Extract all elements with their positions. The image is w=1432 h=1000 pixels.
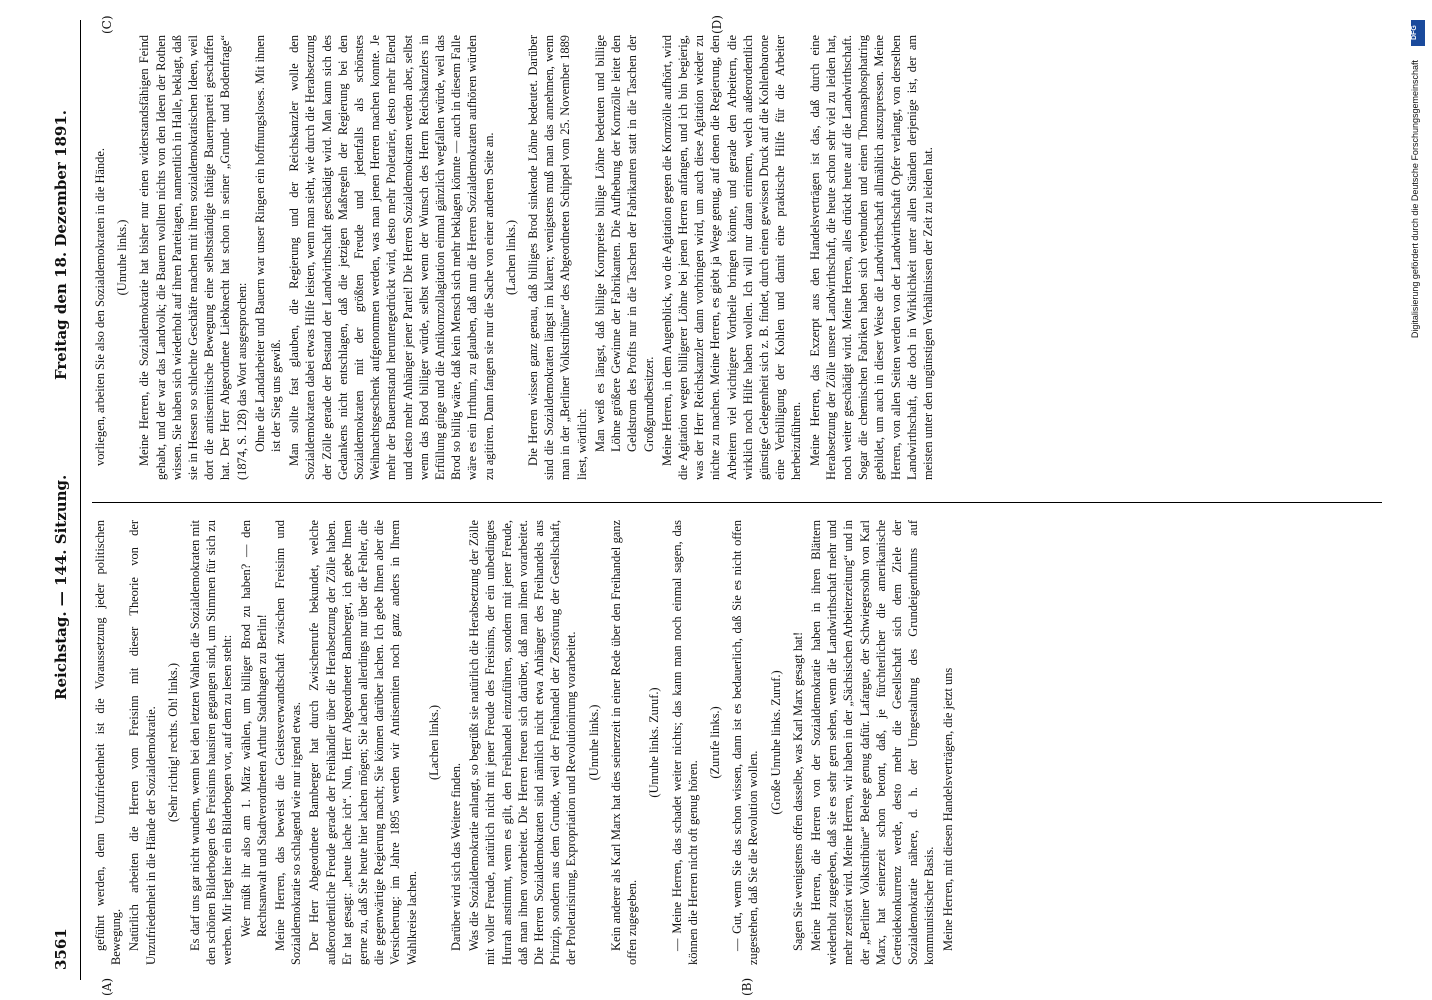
paragraph: Meine Herren, die Herren von der Sozialdemokratie haben in ihren Blättern wiederholt zugegeben, daß sie es sehr gern sehen, wenn die Landwirthschaft mehr und mehr zerstört wird. Meine Herren, wir haben in der „Sächsischen Arbeiterzeitung“ und in der „Berliner Volkstribüne“ Belege genug dafür. Lafargue, der Schwiegersohn von Karl Marx, hat seinerzeit schon betont, daß, je fürchterlicher die amerikanische Getreidekonkurrenz werde, desto mehr die Gesellschaft sich dem Ziele der Sozialdemokratie nähere, d. h. der Umgestaltung des Grundeigenthums auf kommunistischer Basis. (808, 520, 937, 965)
interjection: (Unruhe links.) (115, 219, 130, 296)
interjection: (Unruhe links.) (586, 704, 601, 781)
session-title: Reichstag. — 144. Sitzung. (52, 474, 70, 700)
paragraph: geführt werden, denn Unzufriedenheit ist die Voraussetzung jeder politischen Bewegung. (93, 520, 124, 965)
session-date: Freitag den 18. Dezember 1891. (52, 110, 70, 380)
quotation: Wer müßt ihr also am 1. März wählen, um billiger Brod zu haben? — den Rechtsanwalt und Stadtverordneten Arthur Stadthagen zu Berlin! (238, 520, 269, 937)
interjection: (Zurufe links.) (707, 706, 722, 779)
dfg-credit (1410, 20, 1426, 980)
paragraph: Meine Herren, die Sozialdemokratie hat bisher nur einen widerstandsfähigen Feind gehabt, und der war das Landvolk; die Bauern wollten nichts von den Ideen der Rothen wissen. Sie haben sich wiederholt auf ihren Parteitagen, namentlich in Halle, beklagt, daß sie in Hessen so schlechte Geschäfte machen mit ihren sozialdemokratischen Ideen, weil dort die antisemitische Bewegung eine selbstständige thätige Bauernpartei geschaffen hat. Der Herr Abgeordnete Liebknecht hat schon in seiner „Grund- und Bodenfrage“ (1874, S. 128) das Wort ausgesprochen: (137, 35, 249, 480)
paragraph: vorliegen, arbeiten Sie also den Sozialdemokraten in die Hände. (93, 148, 107, 466)
text-column-left (92, 520, 1382, 965)
text-column-right (92, 35, 1382, 480)
paragraph: Kein anderer als Karl Marx hat dies seinerzeit in einer Rede über den Freihandel ganz offen zugegeben. (608, 520, 640, 965)
interjection: (Große Unruhe links. Zuruf.) (768, 670, 783, 815)
paragraph: Darüber wird sich das Weitere finden. (449, 762, 464, 951)
paragraph: Der Herr Abgeordnete Bamberger hat durch Zwischenrufe bekundet, welche außerordentliche Freude gerade der Freihändler über die Herabsetzung der Zölle haben. Er hat gesagt: „heute lache ich“. Nun, Herr Abgeordneter Bamberger, ich gebe Ihnen gerne zu, daß Sie heute hier lachen mögen; Sie lachen allerdings nur über die Fehler, die die gegenwärtige Regierung macht; Sie können darüber lachen. Ich gebe Ihnen aber die Versicherung: im Jahre 1895 werden wir Antisemiten noch ganz anders in Ihrem Wahlkreise lachen. (307, 520, 419, 965)
paragraph: Meine Herren, mit diesen Handelsverträgen, die jetzt uns (940, 667, 955, 951)
paragraph: — Gut, wenn Sie das schon wissen, dann ist es bedauerlich, daß Sie es nicht offen zugestehen, daß Sie die Revolution wollen. (730, 520, 761, 965)
interjection: (Sehr richtig! rechts. Oh! links.) (165, 663, 180, 822)
paragraph: Man sollte fast glauben, die Regierung und der Reichskanzler wolle den Sozialdemokraten dabei etwas Hilfe leisten, wenn man sieht, wie durch die Herabsetzung der Zölle gerade der Bestand der Landwirthschaft geschädigt wird. Man kann sich des Gedankens nicht entschlagen, daß die jetzigen Maßregeln der Regierung bei den Sozialdemokraten mit der größten Freude und jedenfalls als schönstes Weihnachtsgeschenk aufgenommen werden, was man jenen Herren machen konnte. Je mehr der Bauernstand heruntergedrückt wird, desto mehr Proletarier, desto mehr Elend und desto mehr Anhänger jener Partei! Die Herren Sozialdemokraten werden aber, selbst wenn das Brod billiger würde, selbst wenn der Wunsch des Herrn Reichskanzlers in Erfüllung ginge und die Antikornzollagitation einmal gänzlich wegfallen würde, weil das Brod so billig wäre, daß kein Mensch sich mehr beklagen könnte — auch in diesem Falle wäre es ein Irrthum, zu glauben, daß nun die Herren Sozialdemokraten aufhören würden zu agitiren. Dann fangen sie nur die Sache von einer anderen Seite an. (287, 35, 496, 480)
paragraph: — Meine Herren, das schadet weiter nichts; das kann man noch einmal sagen, das können die Herren nicht oft genug hören. (669, 520, 700, 965)
header-rule (80, 20, 81, 980)
interjection: (Lachen links.) (503, 220, 518, 296)
quotation: Ohne die Landarbeiter und Bauern war unser Ringen ein hoffnungsloses. Mit ihnen ist der Sieg uns gewiß. (252, 35, 284, 452)
margin-letter-c: (C) (100, 15, 114, 34)
paragraph: Meine Herren, das Exzerpt aus den Handelsverträgen ist das, daß durch eine Herabsetzung der Zölle unsere Landwirthschaft, die heute schon sehr viel zu leiden hat, noch weiter geschädigt wird. Meine Herren, alles drückt heute auf die Landwirthschaft. Sogar die chemischen Fabriken haben sich verbunden und einen Thomasphosphatring gebildet, um auch in dieser Weise die Landwirthschaft allmählich auszupressen. Meine Herren, von allen Seiten werden von der Landwirthschaft Opfer verlangt, von derselben Landwirthschaft, die doch in Wirklichkeit unter allen Ständen derjenige ist, der am meisten unter den ungünstigen Verhältnissen der Zeit zu leiden hat. (807, 35, 935, 480)
margin-letter-a: (A) (100, 977, 114, 996)
paragraph: Natürlich arbeiten die Herren vom Freisinn mit dieser Theorie von der Unzufriedenheit in die Hände der Sozialdemokratie. (127, 520, 158, 965)
margin-letter-b: (B) (740, 977, 754, 996)
interjection: (Unruhe links. Zuruf.) (647, 687, 662, 798)
paragraph: Sagen Sie wenigstens offen dasselbe, was Karl Marx gesagt hat! (790, 631, 805, 951)
paragraph: Die Herren wissen ganz genau, daß billiges Brod sinkende Löhne bedeutet. Darüber sind die Sozialdemokraten längst im klaren; wenigstens muß man das annehmen, wenn man in der „Berliner Volkstribüne“ des Abgeordneten Schippel vom 25. November 1889 liest, wörtlich: (526, 35, 589, 480)
dfg-credit-text: Digitalisierung gefördert durch die Deutsche Forschungsgemeinschaft (1410, 60, 1420, 339)
paragraph: Was die Sozialdemokratie anlangt, so begrüßt sie natürlich die Herabsetzung der Zölle mit voller Freude, natürlich nicht mit jener Freude des Freisinns, der ein unbedingtes Hurrah anstimmt, wenn es gilt, den Freihandel einzuführen, sondern mit jener Freude, daß man ihnen vorarbeitet. Die Herren freuen sich darüber, daß man ihnen vorarbeitet. Die Herren Sozialdemokraten sind nämlich nicht etwa Anhänger des Freihandels aus Prinzip, sondern aus dem Grunde, weil der Freihandel der Zerstörung der Gesellschaft, der Proletarisirung, Expropriation und Revolutionirung vorarbeitet. (467, 520, 579, 965)
quotation: Man weiß es längst, daß billige Kornpreise billige Löhne bedeuten und billige Löhne größere Gewinne der Fabrikanten. Die Aufhebung der Kornzölle leitet den Geldstrom des Profits nur in die Taschen der Fabrikanten statt in die Taschen der Großgrundbesitzer. (592, 35, 656, 452)
interjection: (Lachen links.) (426, 705, 441, 781)
paragraph: Meine Herren, das beweist die Geistesverwandtschaft zwischen Freisinn und Sozialdemokratie so schlagend wie nur irgend etwas. (273, 520, 304, 965)
dfg-logo: DFG (1411, 20, 1425, 46)
column-divider (92, 502, 1382, 503)
paragraph: Es darf uns gar nicht wundern, wenn bei den letzten Wahlen die Sozialdemokraten mit den schönen Bilderbogen des Freisinns hausiren gegangen sind, um Stimmen für sich zu werben. Mir liegt hier ein Bilderbogen vor, auf dem zu lesen steht: (188, 520, 235, 965)
margin-letter-d: (D) (710, 15, 724, 34)
page-number: 3561 (52, 928, 70, 970)
page-header (0, 0, 90, 1000)
paragraph: Meine Herren, in dem Augenblick, wo die Agitation gegen die Kornzölle aufhört, wird die Agitation wegen billigerer Löhne bei jenen Herren anfangen, und ich bin begierig, was der Herr Reichskanzler dann vorbringen wird, um auch diese Agitation wieder zu nichte zu machen. Meine Herren, es giebt ja Wege genug, auf denen die Regierung, den Arbeitern viel wichtigere Vortheile bringen könnte, und gerade den Arbeitern, die wirklich noch Hilfe haben wollen. Ich will nur daran erinnern, welch außerordentlich günstige Gelegenheit sich z. B. findet, durch einen gewissen Druck auf die Kohlenbarone eine Verbilligung der Kohlen und damit eine praktische Hilfe für die Arbeiter herbeizuführen. (659, 35, 804, 480)
